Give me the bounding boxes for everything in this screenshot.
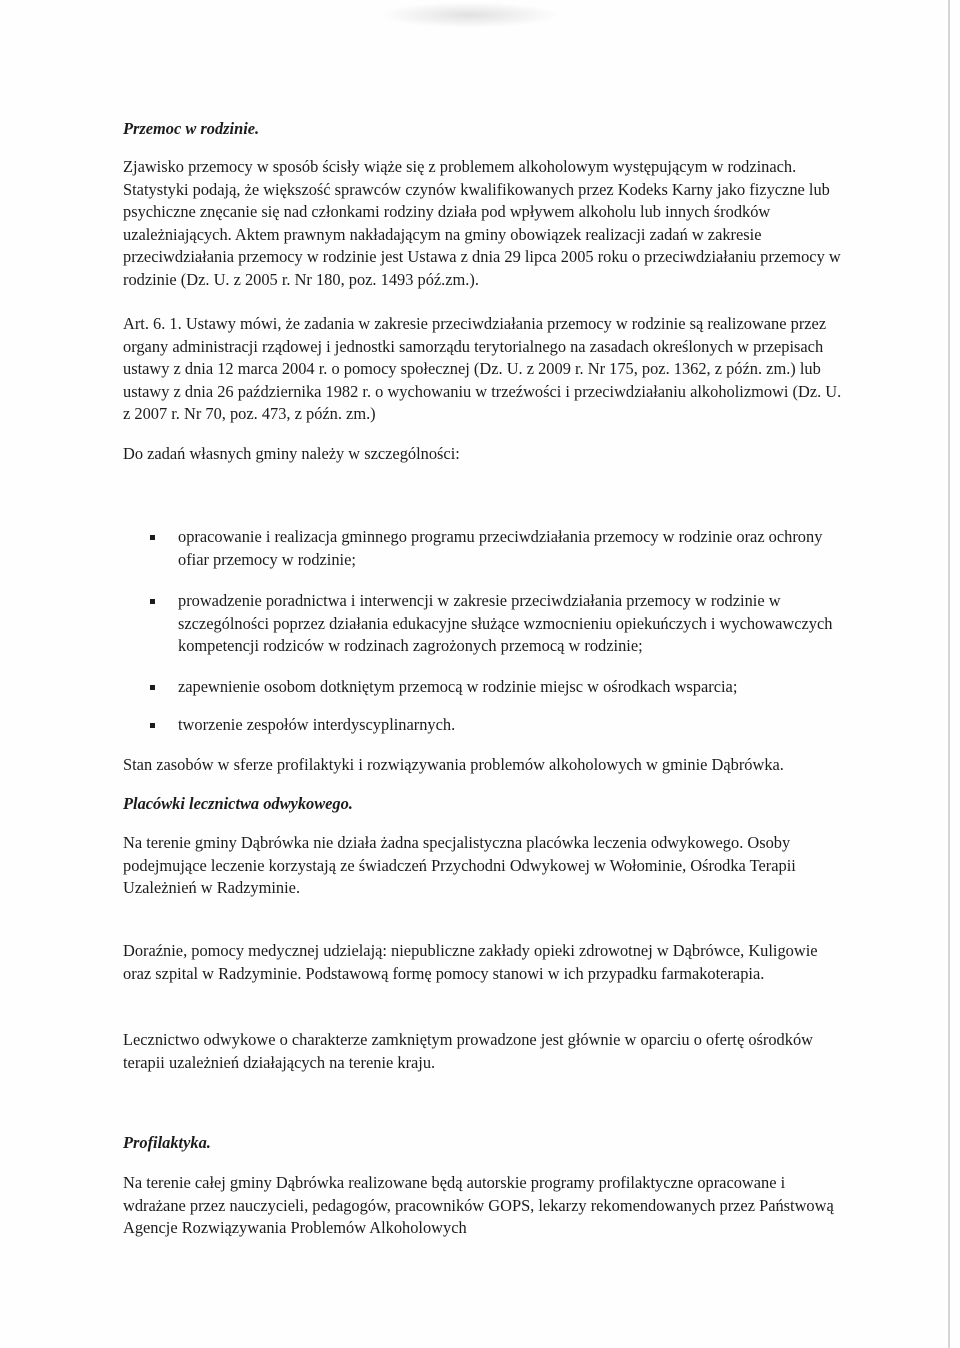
page-edge	[948, 0, 950, 1348]
bullet-icon	[150, 723, 155, 728]
intro-paragraph: Zjawisko przemocy w sposób ścisły wiąże się z problemem alkoholowym występującym w rodzinach. Statystyki podają, że większość sprawców czynów kwalifikowanych przez Kodeks Karny jako fizyczne lub psychiczne znęcanie się nad członkami rodziny działa pod wpływem alkoholu lub innych środków uzależniających. Aktem prawnym nakładającym na gminy obowiązek realizacji zadań w zakresie przeciwdziałania przemocy w rodzinie jest Ustawa z dnia 29 lipca 2005 roku o przeciwdziałaniu przemocy w rodzinie (Dz. U. z 2005 r. Nr 180, poz. 1493 póź.zm.).	[123, 157, 841, 289]
bullet-icon	[150, 535, 155, 540]
tasks-intro: Do zadań własnych gminy należy w szczególności:	[123, 444, 460, 463]
scan-smudge	[380, 2, 560, 28]
prevention-heading: Profilaktyka.	[123, 1133, 211, 1152]
article-paragraph: Art. 6. 1. Ustawy mówi, że zadania w zakresie przeciwdziałania przemocy w rodzinie są realizowane przez organy administracji rządowej i jednostki samorządu terytorialnego na zasadach określonych w przepisach ustawy z dnia 12 marca 2004 r. o pomocy społecznej (Dz. U. z 2009 r. Nr 175, poz. 1362, z późn. zm.) lub ustawy z dnia 26 października 1982 r. o wychowaniu w trzeźwości i przeciwdziałaniu alkoholizmowi (Dz. U. z 2007 r. Nr 70, poz. 473, z późn. zm.)	[123, 314, 842, 423]
list-item	[150, 590, 850, 658]
resources-sentence: Stan zasobów w sferze profilaktyki i rozwiązywania problemów alkoholowych w gminie Dąbrówka.	[123, 755, 784, 774]
treatment-heading: Placówki lecznictwa odwykowego.	[123, 794, 353, 813]
task-text: prowadzenie poradnictwa i interwencji w zakresie przeciwdziałania przemocy w rodzinie w szczególności poprzez działania edukacyjne służące wzmocnieniu opiekuńczych i wychowawczych kompetencji rodziców w rodzinach zagrożonych przemocą w rodzinie;	[178, 591, 833, 655]
task-text: zapewnienie osobom dotkniętym przemocą w rodzinie miejsc w ośrodkach wsparcia;	[178, 677, 738, 696]
list-item	[150, 714, 850, 737]
bullet-icon	[150, 599, 155, 604]
list-item	[150, 526, 850, 571]
treatment-paragraph: Na terenie gminy Dąbrówka nie działa żadna specjalistyczna placówka leczenia odwykowego. Osoby podejmujące leczenie korzystają ze świadczeń Przychodni Odwykowej w Wołominie, Ośrodka Terapii Uzależnień w Radzyminie.	[123, 833, 796, 897]
task-text: opracowanie i realizacja gminnego programu przeciwdziałania przemocy w rodzinie oraz ochrony ofiar przemocy w rodzinie;	[178, 527, 823, 569]
closed-treatment-paragraph: Lecznictwo odwykowe o charakterze zamkniętym prowadzone jest głównie w oparciu o ofertę ośrodków terapii uzależnień działających na terenie kraju.	[123, 1030, 813, 1072]
medical-paragraph: Doraźnie, pomocy medycznej udzielają: niepubliczne zakłady opieki zdrowotnej w Dąbrówce, Kuligowie oraz szpital w Radzyminie. Podstawową formę pomocy stanowi w ich przypadku farmakoterapia.	[123, 941, 818, 983]
list-item	[150, 676, 850, 699]
section-heading: Przemoc w rodzinie.	[123, 119, 260, 138]
task-text: tworzenie zespołów interdyscyplinarnych.	[178, 715, 456, 734]
prevention-paragraph: Na terenie całej gminy Dąbrówka realizowane będą autorskie programy profilaktyczne opracowane i wdrażane przez nauczycieli, pedagogów, pracowników GOPS, lekarzy rekomendowanych przez Państwową Agencje Rozwiązywania Problemów Alkoholowych	[123, 1173, 834, 1237]
bullet-icon	[150, 685, 155, 690]
